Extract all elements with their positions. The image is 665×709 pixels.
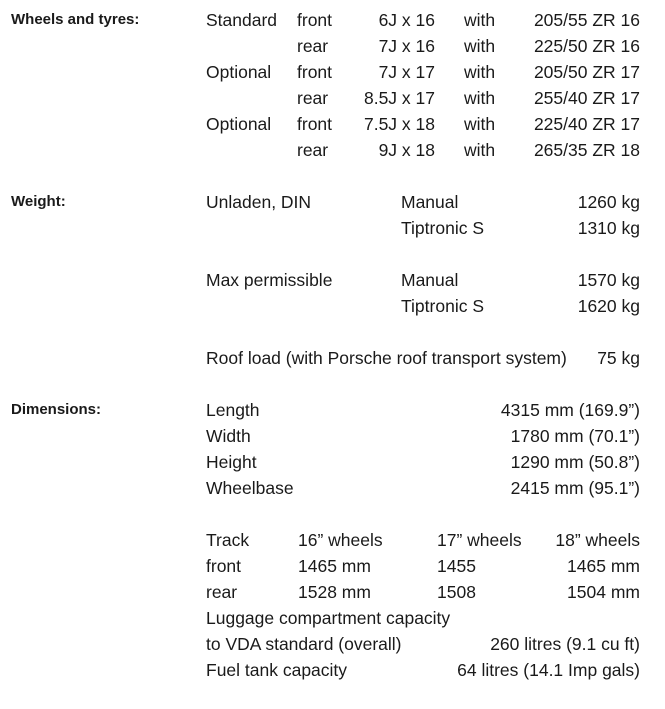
wheels-tyre: 255/40 ZR 17	[533, 88, 640, 108]
wheels-group-label: Optional	[206, 114, 272, 134]
wheels-with: with	[464, 88, 496, 108]
weight-transmission: Tiptronic S	[401, 296, 484, 316]
dimensions-heading: Dimensions:	[11, 401, 102, 418]
wheels-tyre: 205/50 ZR 17	[533, 62, 640, 82]
dimension-label: Length	[206, 400, 260, 420]
weight-transmission: Manual	[401, 192, 459, 212]
roof-load-value: 75 kg	[597, 348, 640, 368]
weight-value: 1260 kg	[577, 192, 640, 212]
track-row-label: front	[206, 556, 242, 576]
track-header-18: 18” wheels	[555, 530, 640, 550]
track-cell: 1465 mm	[567, 556, 640, 576]
track-header-label: Track	[206, 530, 250, 550]
dimension-label: Wheelbase	[206, 478, 294, 498]
wheels-with: with	[464, 62, 496, 82]
wheels-tyre: 225/50 ZR 16	[533, 36, 640, 56]
weight-max-label: Max permissible	[206, 270, 333, 290]
weight-heading: Weight:	[11, 193, 66, 210]
track-cell: 1504 mm	[567, 582, 640, 602]
track-cell: 1455	[437, 556, 476, 576]
luggage-label-line1: Luggage compartment capacity	[206, 608, 451, 628]
wheels-rim: 7.5J x 18	[363, 114, 435, 134]
weight-transmission: Manual	[401, 270, 459, 290]
wheels-position: rear	[297, 140, 329, 160]
wheels-position: front	[297, 114, 333, 134]
wheels-group-label: Optional	[206, 62, 272, 82]
dimension-value: 1780 mm (70.1”)	[510, 426, 640, 446]
wheels-position: rear	[297, 88, 329, 108]
wheels-rim: 9J x 18	[378, 140, 435, 160]
weight-value: 1620 kg	[577, 296, 640, 316]
track-header-16: 16” wheels	[298, 530, 383, 550]
weight-transmission: Tiptronic S	[401, 218, 484, 238]
dimension-label: Height	[206, 452, 257, 472]
wheels-with: with	[464, 140, 496, 160]
wheels-position: rear	[297, 36, 329, 56]
fuel-tank-value: 64 litres (14.1 Imp gals)	[457, 660, 640, 680]
luggage-value: 260 litres (9.1 cu ft)	[490, 634, 640, 654]
wheels-rim: 6J x 16	[378, 10, 435, 30]
wheels-tyre: 225/40 ZR 17	[533, 114, 640, 134]
weight-value: 1310 kg	[577, 218, 640, 238]
weight-value: 1570 kg	[577, 270, 640, 290]
roof-load-label: Roof load (with Porsche roof transport system)	[206, 348, 567, 368]
wheels-heading: Wheels and tyres:	[11, 11, 140, 28]
dimension-value: 1290 mm (50.8”)	[510, 452, 640, 472]
dimension-label: Width	[206, 426, 251, 446]
track-cell: 1465 mm	[298, 556, 371, 576]
wheels-rim: 8.5J x 17	[363, 88, 435, 108]
wheels-tyre: 205/55 ZR 16	[533, 10, 640, 30]
wheels-rim: 7J x 16	[378, 36, 435, 56]
wheels-with: with	[464, 10, 496, 30]
track-cell: 1508	[437, 582, 476, 602]
track-row-label: rear	[206, 582, 238, 602]
track-cell: 1528 mm	[298, 582, 371, 602]
weight-unladen-label: Unladen, DIN	[206, 192, 312, 212]
luggage-label-line2: to VDA standard (overall)	[206, 634, 402, 654]
dimension-value: 4315 mm (169.9”)	[500, 400, 640, 420]
fuel-tank-label: Fuel tank capacity	[206, 660, 348, 680]
wheels-rim: 7J x 17	[378, 62, 435, 82]
wheels-tyre: 265/35 ZR 18	[533, 140, 640, 160]
wheels-with: with	[464, 114, 496, 134]
wheels-group-label: Standard	[206, 10, 278, 30]
track-header-17: 17” wheels	[437, 530, 522, 550]
wheels-with: with	[464, 36, 496, 56]
dimension-value: 2415 mm (95.1”)	[510, 478, 640, 498]
wheels-position: front	[297, 62, 333, 82]
wheels-position: front	[297, 10, 333, 30]
